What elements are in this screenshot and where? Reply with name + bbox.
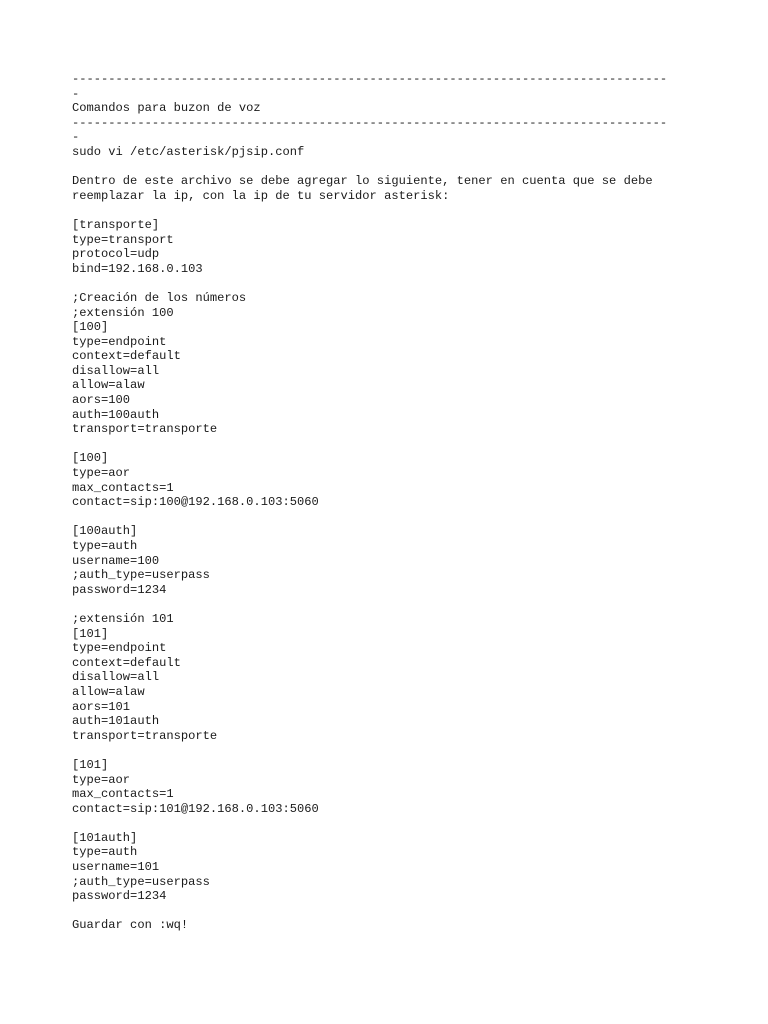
config-section-header: [100] (72, 320, 109, 335)
config-line: aors=100 (72, 393, 131, 408)
config-line: type=aor (72, 772, 131, 787)
config-line: type=transport (72, 232, 174, 247)
config-line: type=auth (72, 845, 138, 860)
config-line: username=101 (72, 860, 160, 875)
config-line: password=1234 (72, 582, 167, 597)
config-line: bind=192.168.0.103 (72, 261, 203, 276)
config-section-header: [100] (72, 451, 109, 466)
config-line: transport=transporte (72, 422, 218, 437)
config-section-header: [101] (72, 757, 109, 772)
config-section-header: [100auth] (72, 524, 138, 539)
config-line: type=endpoint (72, 641, 167, 656)
config-line: context=default (72, 655, 181, 670)
separator-line-wrap: - (72, 130, 80, 145)
config-line: protocol=udp (72, 247, 160, 262)
config-line: transport=transporte (72, 728, 218, 743)
config-comment: ;Creación de los números (72, 290, 247, 305)
config-line: allow=alaw (72, 378, 145, 393)
config-line: contact=sip:101@192.168.0.103:5060 (72, 801, 319, 816)
config-line: disallow=all (72, 363, 160, 378)
blank-line (72, 743, 712, 758)
config-line: max_contacts=1 (72, 787, 174, 802)
config-line: allow=alaw (72, 684, 145, 699)
config-line: username=100 (72, 553, 160, 568)
separator-line: ---------------------------------------------------------------------------------- (72, 115, 668, 130)
config-section-header: [101auth] (72, 830, 138, 845)
document-heading: Comandos para buzon de voz (72, 101, 261, 116)
config-line: password=1234 (72, 889, 167, 904)
blank-line (72, 816, 712, 831)
config-comment: ;auth_type=userpass (72, 568, 210, 583)
blank-line (72, 510, 712, 525)
config-line: auth=100auth (72, 407, 160, 422)
closing-instruction: Guardar con :wq! (72, 918, 189, 933)
config-line: auth=101auth (72, 714, 160, 729)
config-line: context=default (72, 349, 181, 364)
blank-line (72, 904, 712, 919)
blank-line (72, 276, 712, 291)
config-line: disallow=all (72, 670, 160, 685)
config-line: type=auth (72, 539, 138, 553)
command-line: sudo vi /etc/asterisk/pjsip.conf (72, 144, 305, 159)
config-comment: ;auth_type=userpass (72, 874, 210, 889)
config-section-header: [101] (72, 626, 109, 641)
blank-line (72, 437, 712, 452)
config-section-header: [transporte] (72, 217, 160, 232)
document-text (72, 72, 712, 933)
config-line: aors=101 (72, 699, 131, 714)
separator-line: ---------------------------------------------------------------------------------- (72, 72, 668, 86)
instruction-line: Dentro de este archivo se debe agregar lo siguiente, tener en cuenta que se debe (72, 174, 653, 189)
config-line: type=endpoint (72, 334, 167, 349)
separator-line-wrap: - (72, 86, 80, 101)
blank-line (72, 160, 712, 175)
config-line: max_contacts=1 (72, 480, 174, 495)
config-line: type=aor (72, 466, 131, 481)
config-comment: ;extensión 101 (72, 611, 174, 626)
blank-line (72, 597, 712, 612)
instruction-line: reemplazar la ip, con la ip de tu servidor asterisk: (72, 188, 450, 203)
config-line: contact=sip:100@192.168.0.103:5060 (72, 495, 319, 510)
blank-line (72, 203, 712, 218)
config-comment: ;extensión 100 (72, 305, 174, 320)
